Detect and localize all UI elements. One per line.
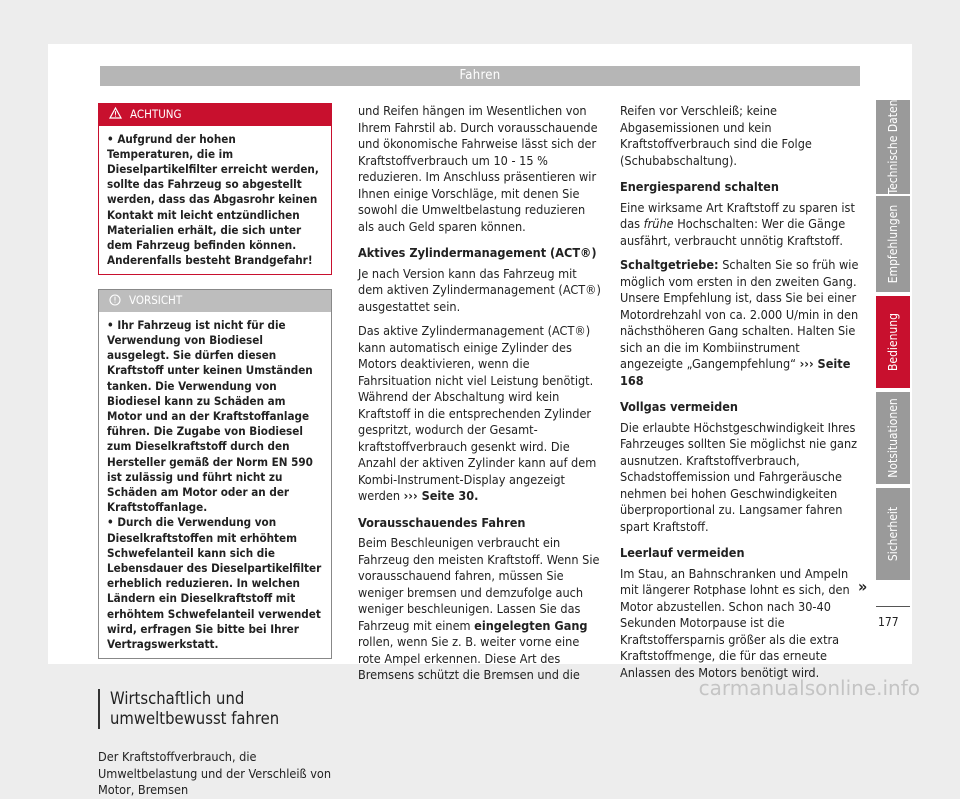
paragraph: Reifen vor Verschleiß; keine Abgasemissionen und kein Kraftstoffverbrauch sind die Folge (Schubabschaltung). — [620, 103, 812, 168]
continue-arrow: » — [858, 577, 868, 596]
warning-item: • Aufgrund der hohen Temperaturen, die im Dieselpartikelfilter erreicht werden, sollte das Fahrzeug so abgestellt werden, dass das Abgasrohr keinen Kontakt mit leicht entzündlichen Materialien erhält, die sich unter dem Fahrzeug befinden können. Anderenfalls besteht Brandgefahr! — [107, 132, 323, 269]
warning-triangle-icon — [109, 107, 122, 121]
tab-notsituationen[interactable]: Notsituationen — [876, 392, 910, 484]
section-intro: Der Kraftstoffverbrauch, die Umweltbelastung und der Verschleiß von Motor, Bremsen — [98, 749, 332, 798]
paragraph: Das aktive Zylindermanagement (ACT®) kann automatisch einige Zylinder des Motors deaktivieren, wenn die Fahrsituation nicht viel Leistung benötigt. Während der Abschaltung wird kein Kraftstoff in die entsprechenden Zylinder gespritzt, wodurch der Gesamtkraftstoffverbrauch gesenkt wird. Die Anzahl der aktiven Zylinder kann auf dem Kombi-Instrument-Display angezeigt werden ››› Seite 30. — [358, 323, 597, 503]
paragraph: Schaltgetriebe: Schalten Sie so früh wie möglich vom ersten in den zweiten Gang. Unsere Empfehlung ist, dass Sie bei einer Motordrehzahl von ca. 2.000 U/min in den nächsthöheren Gang schalten. Halten Sie sich an die im Kombiinstrument angezeigte „Gangempfehlung“ ››› Seite 168 — [620, 257, 859, 388]
paragraph: und Reifen hängen im Wesentlichen von Ihrem Fahrstil ab. Durch vorausschauende und ökonomische Fahrweise lässt sich der Kraftstoffverbrauch um 10 - 15 % reduzieren. Im Anschluss präsentieren wir Ihnen einige Vorschläge, mit denen Sie sowohl die Umweltbelastung reduzieren als auch Geld sparen können. — [358, 103, 598, 234]
caution-box — [98, 289, 332, 659]
page-reference-link[interactable]: ››› Seite 30. — [403, 488, 479, 503]
paragraph: Die erlaubte Höchstgeschwindigkeit Ihres Fahrzeuges sollten Sie möglichst nie ganz ausnutzen. Kraftstoffverbrauch, Schadstoffemission und Fahrgeräusche nehmen bei hohen Geschwindigkeiten überproportional zu. Langsamer fahren spart Kraftstoff. — [620, 419, 858, 534]
column-middle — [358, 103, 602, 684]
page-number: 177 — [878, 615, 899, 629]
subheading-full-throttle: Vollgas vermeiden — [620, 399, 738, 414]
warning-box — [98, 103, 332, 275]
subheading-idle: Leerlauf vermeiden — [620, 545, 745, 560]
tab-sicherheit[interactable]: Sicherheit — [876, 488, 910, 580]
page-reference-link[interactable]: ››› Seite 168 — [620, 356, 851, 388]
paragraph: Eine wirksame Art Kraftstoff zu sparen ist das frühe Hochschalten: Wer die Gänge ausfährt, verbraucht unnötig Kraftstoff. — [620, 199, 855, 248]
chapter-header: Fahren — [100, 66, 860, 86]
page-number-rule — [876, 606, 910, 607]
subheading-anticipatory-driving: Vorausschauendes Fahren — [358, 514, 526, 530]
subheading-act: Aktives Zylindermanagement (ACT®) — [358, 245, 597, 260]
paragraph: Je nach Version kann das Fahrzeug mit dem aktiven Zylindermanagement (ACT®) ausgestattet sein. — [358, 265, 601, 314]
tab-technische-daten[interactable]: Technische Daten — [876, 100, 910, 194]
caution-item: • Ihr Fahrzeug ist nicht für die Verwendung von Biodiesel ausgelegt. Sie dürfen diesen Kraftstoff unter keinen Umständen tanken. Die Verwendung von Biodiesel kann zu Schäden am Motor und an der Kraftstoffanlage führen. Die Zugabe von Biodiesel zum Dieselkraftstoff durch den Hersteller gemäß der Norm EN 590 ist zulässig und führt nicht zu Schäden am Motor oder an der Kraftstoffanlage. — [107, 318, 323, 516]
caution-title: VORSICHT — [129, 293, 183, 308]
watermark: carmanualsonline.info — [698, 676, 920, 700]
warning-title: ACHTUNG — [130, 107, 182, 121]
tab-bedienung[interactable]: Bedienung — [876, 296, 910, 388]
tab-empfehlungen[interactable]: Empfehlungen — [876, 196, 910, 292]
section-heading: Wirtschaftlich und umweltbewusst fahren — [98, 689, 332, 729]
subheading-energy-saving: Energiesparend schalten — [620, 179, 779, 194]
paragraph: Beim Beschleunigen verbraucht ein Fahrzeug den meisten Kraftstoff. Wenn Sie vorausschauend fahren, müssen Sie weniger bremsen und demzufolge auch weniger beschleunigen. Lassen Sie das Fahrzeug mit einem eingelegten Gang rollen, wenn Sie z. B. weiter vorne eine rote Ampel erkennen. Diese Art des Bremsens schützt die Bremsen und die — [358, 535, 600, 682]
caution-item: • Durch die Verwendung von Dieselkraftstoffen mit erhöhtem Schwefelanteil kann sich die Lebensdauer des Dieselpartikelfilter erheblich reduzieren. In welchen Ländern ein Dieselkraftstoff mit erhöhtem Schwefelanteil verwendet wird, erfragen Sie bitte bei Ihrer Vertragswerkstatt. — [107, 515, 323, 652]
column-right — [620, 103, 860, 681]
info-circle-icon — [109, 294, 121, 308]
paragraph: Im Stau, an Bahnschranken und Ampeln mit längerer Rotphase lohnt es sich, den Motor abzustellen. Schon nach 30-40 Sekunden Motorpause ist die Kraftstoffersparnis größer als die extra Kraftstoffmenge, die für das erneute Anlassen des Motors benötigt wird. — [620, 565, 850, 680]
